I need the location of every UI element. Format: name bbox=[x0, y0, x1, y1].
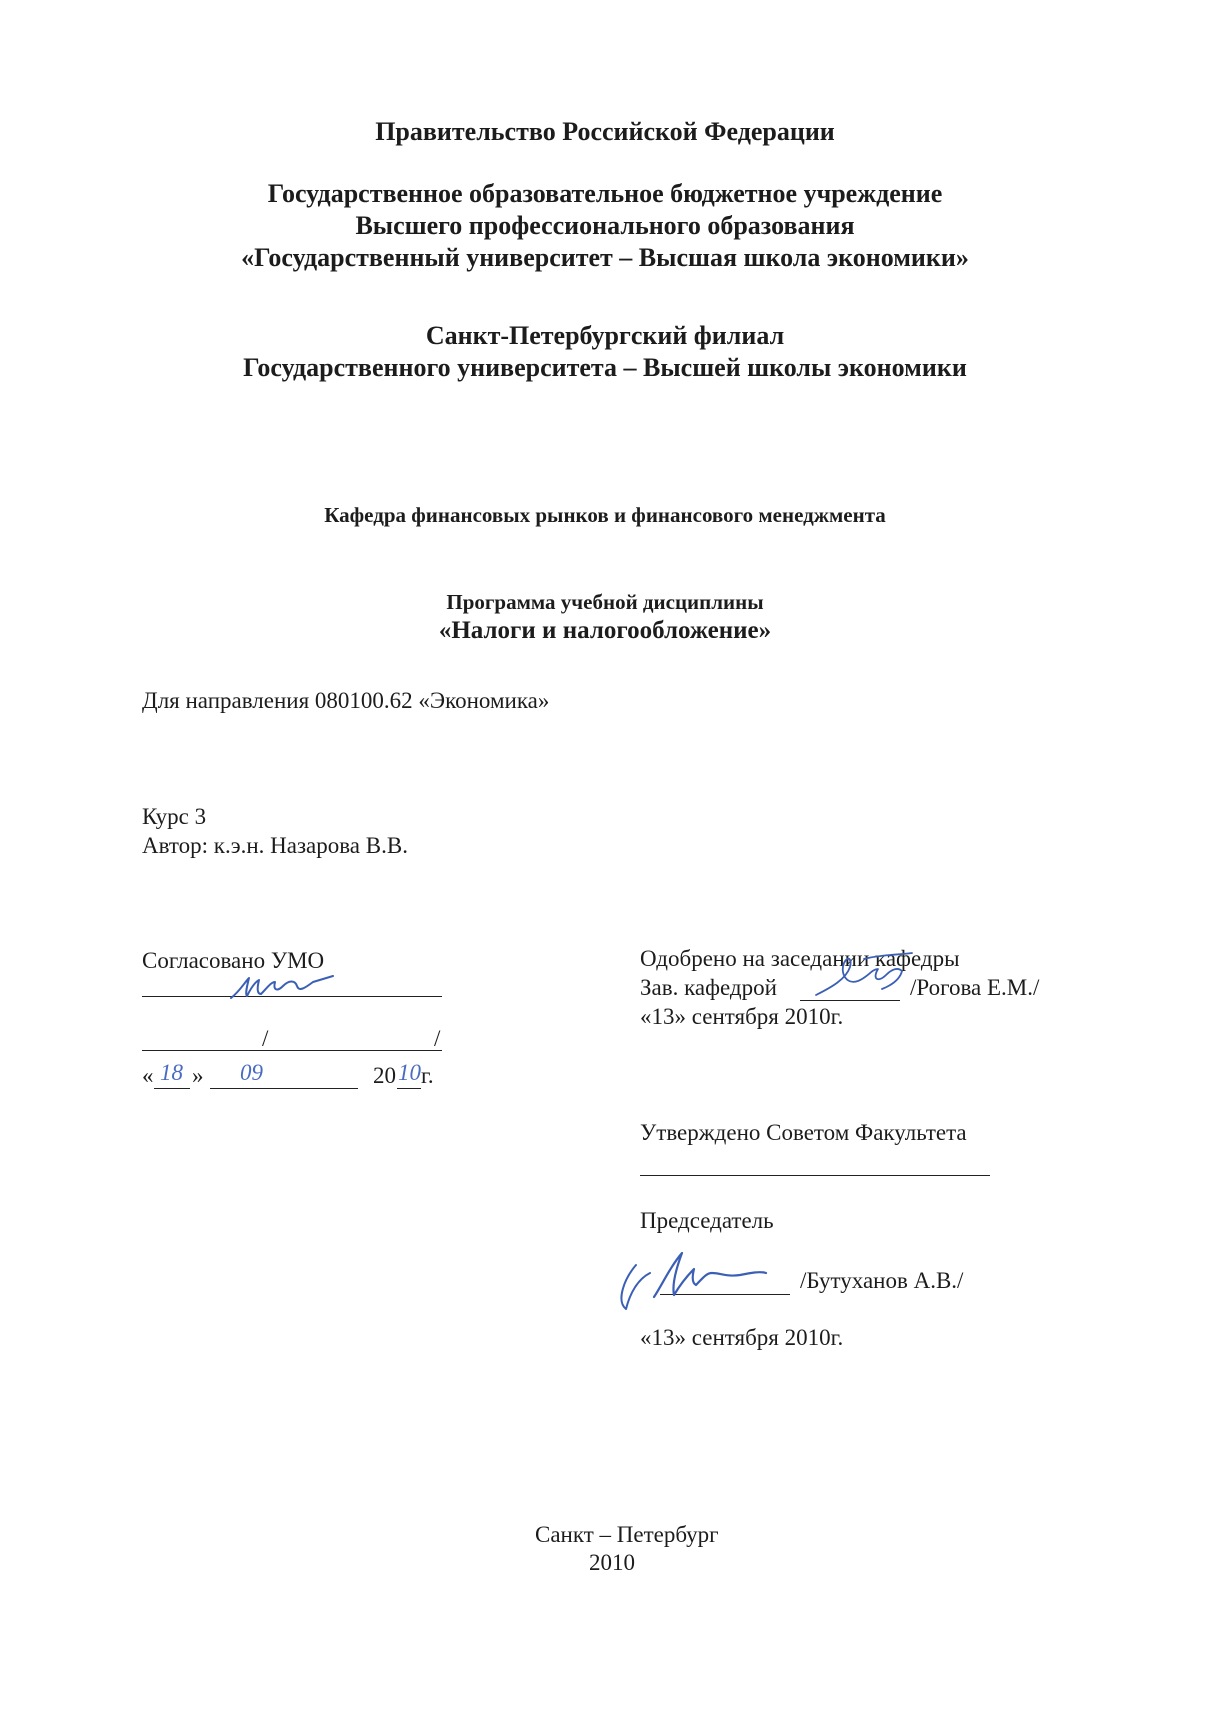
institution-line: Высшего профессионального образования bbox=[355, 211, 855, 240]
date-day-handwritten: 18 bbox=[160, 1060, 183, 1085]
month-underline bbox=[210, 1088, 358, 1089]
date-month-handwritten: 09 bbox=[240, 1060, 263, 1085]
date-year-suffix: г. bbox=[421, 1063, 434, 1088]
chairman-signature-icon bbox=[610, 1245, 770, 1317]
year-underline bbox=[397, 1088, 421, 1089]
institution-line: Государственное образовательное бюджетное учреждение bbox=[267, 179, 943, 208]
date-open-quote: « bbox=[142, 1063, 154, 1088]
slash-mark: / bbox=[434, 1026, 441, 1051]
date-year-handwritten: 10 bbox=[398, 1060, 421, 1085]
head-signature-icon bbox=[812, 945, 922, 1003]
slash-mark: / bbox=[262, 1026, 269, 1051]
approved-label: Одобрено на заседании кафедры bbox=[640, 946, 960, 971]
branch-line: Санкт-Петербургский филиал bbox=[425, 321, 785, 350]
date-year-prefix: 20 bbox=[373, 1063, 396, 1088]
head-label: Зав. кафедрой bbox=[640, 975, 777, 1000]
branch-line: Государственного университета – Высшей школы экономики bbox=[243, 353, 967, 382]
footer-year: 2010 bbox=[589, 1550, 635, 1575]
date-close-quote: » bbox=[192, 1063, 204, 1088]
program-label: Программа учебной дисциплины bbox=[446, 590, 764, 614]
umo-signature-icon bbox=[225, 968, 345, 1008]
council-label: Утверждено Советом Факультета bbox=[640, 1120, 967, 1145]
department-name: Кафедра финансовых рынков и финансового менеджмента bbox=[324, 503, 886, 527]
name-line bbox=[142, 1050, 442, 1051]
approved-date: «13» сентября 2010г. bbox=[640, 1004, 844, 1029]
footer-city: Санкт – Петербург bbox=[535, 1522, 719, 1547]
council-signature-line bbox=[640, 1175, 990, 1176]
institution-line: «Государственный университет – Высшая школа экономики» bbox=[241, 243, 969, 272]
branch-block bbox=[0, 320, 1210, 384]
chairman-date: «13» сентября 2010г. bbox=[640, 1325, 844, 1350]
course-line: Курс 3 bbox=[142, 804, 207, 829]
program-title: «Налоги и налогообложение» bbox=[438, 617, 772, 644]
chairman-name: /Бутуханов А.В./ bbox=[800, 1268, 964, 1293]
agreed-label: Согласовано УМО bbox=[142, 948, 325, 973]
direction-line: Для направления 080100.62 «Экономика» bbox=[142, 688, 550, 713]
author-line: Автор: к.э.н. Назарова В.В. bbox=[142, 833, 408, 858]
day-underline bbox=[154, 1088, 190, 1089]
chairman-label: Председатель bbox=[640, 1208, 774, 1233]
government-title: Правительство Российской Федерации bbox=[375, 117, 835, 146]
head-name: /Рогова Е.М./ bbox=[910, 975, 1040, 1000]
institution-block bbox=[0, 178, 1210, 274]
